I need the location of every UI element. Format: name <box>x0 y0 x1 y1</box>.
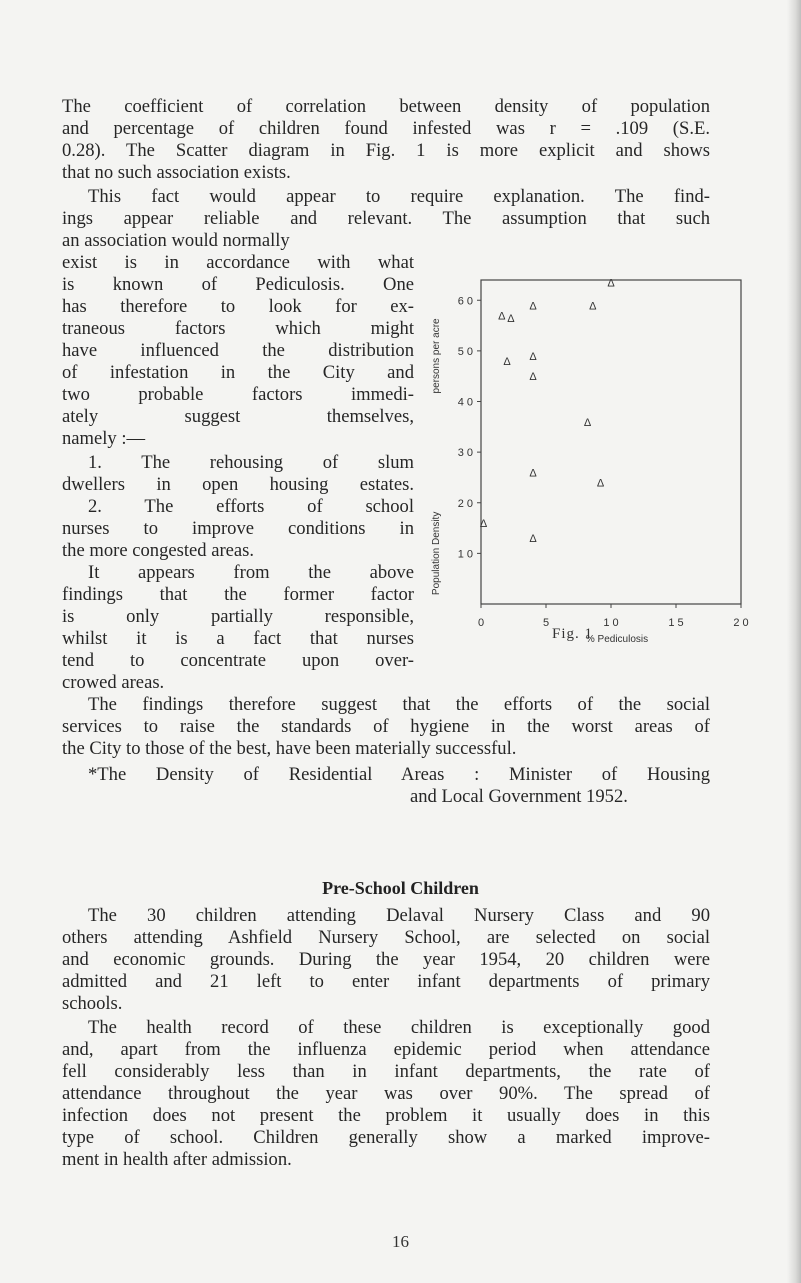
data-point: Δ <box>479 518 488 530</box>
text-line: The findings therefore suggest that the efforts of the social <box>88 694 710 715</box>
scatter-plot <box>419 272 759 652</box>
data-point: Δ <box>498 310 506 323</box>
text-line: 1. The rehousing of slum <box>88 452 414 473</box>
y-tick-label: 1 0 <box>457 548 473 561</box>
text-line: traneous factors which might <box>62 318 414 339</box>
scatter-figure <box>419 272 759 652</box>
text-line: It appears from the above <box>88 562 414 583</box>
page-edge-shadow <box>787 0 801 1283</box>
section-heading: Pre-School Children <box>322 878 479 898</box>
text-line: attendance throughout the year was over 90%. The spread of <box>62 1083 710 1104</box>
text-line: type of school. Children generally show a marked improve- <box>62 1127 710 1148</box>
x-axis-label: % Pediculosis <box>585 634 649 645</box>
y-tick-label: 4 0 <box>457 396 473 409</box>
y-tick-label: 3 0 <box>457 447 473 460</box>
text-line: The coefficient of correlation between density of population <box>62 96 710 117</box>
x-tick-label: 5 <box>542 617 550 629</box>
text-line: services to raise the standards of hygiene in the worst areas of <box>62 716 710 737</box>
x-tick-label: 1 5 <box>668 617 684 629</box>
text-line: *The Density of Residential Areas : Minister of Housing <box>88 764 710 785</box>
data-point: Δ <box>529 350 537 363</box>
text-line: ment in health after admission. <box>62 1149 292 1170</box>
figure-caption: Fig. 1 <box>552 626 594 642</box>
text-line: dwellers in open housing estates. <box>62 474 414 495</box>
text-line: 0.28). The Scatter diagram in Fig. 1 is more explicit and shows <box>62 140 710 161</box>
text-line: others attending Ashfield Nursery School, are selected on social <box>62 927 710 948</box>
text-line: ately suggest themselves, <box>62 406 414 427</box>
data-point: Δ <box>507 312 515 325</box>
text-line: whilst it is a fact that nurses <box>62 628 414 649</box>
data-point: Δ <box>529 300 537 313</box>
text-line: is known of Pediculosis. One <box>62 274 414 295</box>
data-point: Δ <box>596 477 605 490</box>
data-point: Δ <box>583 416 592 429</box>
text-line: fell considerably less than in infant departments, the rate of <box>62 1061 710 1082</box>
data-point: Δ <box>589 300 597 313</box>
text-line: 2. The efforts of school <box>88 496 414 517</box>
text-line: and, apart from the influenza epidemic period when attendance <box>62 1039 710 1060</box>
x-tick-label: 1 0 <box>603 617 619 629</box>
text-line: exist is in accordance with what <box>62 252 414 273</box>
text-line: the more congested areas. <box>62 540 255 561</box>
page-number: 16 <box>392 1232 409 1251</box>
data-point: Δ <box>529 371 537 384</box>
text-line: and Local Government 1952. <box>410 786 628 807</box>
text-line: tend to concentrate upon over- <box>62 650 414 671</box>
x-tick-label: 2 0 <box>733 617 749 629</box>
text-line: The 30 children attending Delaval Nursery Class and 90 <box>88 905 710 926</box>
text-line: and economic grounds. During the year 1954, 20 children were <box>62 949 710 970</box>
text-line: The health record of these children is exceptionally good <box>88 1017 710 1038</box>
x-tick-label: 0 <box>477 617 485 629</box>
text-line: of infestation in the City and <box>62 362 414 383</box>
data-point: Δ <box>529 533 537 546</box>
text-line: nurses to improve conditions in <box>62 518 414 539</box>
text-line: is only partially responsible, <box>62 606 414 627</box>
text-line: that no such association exists. <box>62 162 291 183</box>
text-line: ings appear reliable and relevant. The assumption that such <box>62 208 710 229</box>
text-line: admitted and 21 left to enter infant departments of primary <box>62 971 710 992</box>
text-line: an association would normally <box>62 230 290 251</box>
text-line: the City to those of the best, have been materially successful. <box>62 738 517 759</box>
text-line: namely :— <box>62 428 146 449</box>
text-line: has therefore to look for ex- <box>62 296 414 317</box>
y-tick-label: 2 0 <box>457 497 473 510</box>
text-line: This fact would appear to require explanation. The find- <box>88 186 710 207</box>
text-line: schools. <box>62 993 123 1014</box>
text-line: and percentage of children found infested was r = .109 (S.E. <box>62 118 710 139</box>
text-line: infection does not present the problem it usually does in this <box>62 1105 710 1126</box>
plot-frame <box>481 277 741 604</box>
y-axis-label: Population Density <box>431 511 442 596</box>
y-axis-label: persons per acre <box>431 318 442 394</box>
data-point: Δ <box>529 467 537 480</box>
y-tick-label: 6 0 <box>457 295 473 308</box>
y-tick-label: 5 0 <box>457 345 473 358</box>
text-line: have influenced the distribution <box>62 340 414 361</box>
text-line: two probable factors immedi- <box>62 384 414 405</box>
data-point: Δ <box>503 356 511 368</box>
text-line: findings that the former factor <box>62 584 414 605</box>
text-line: crowed areas. <box>62 672 165 693</box>
data-point: Δ <box>607 277 615 290</box>
